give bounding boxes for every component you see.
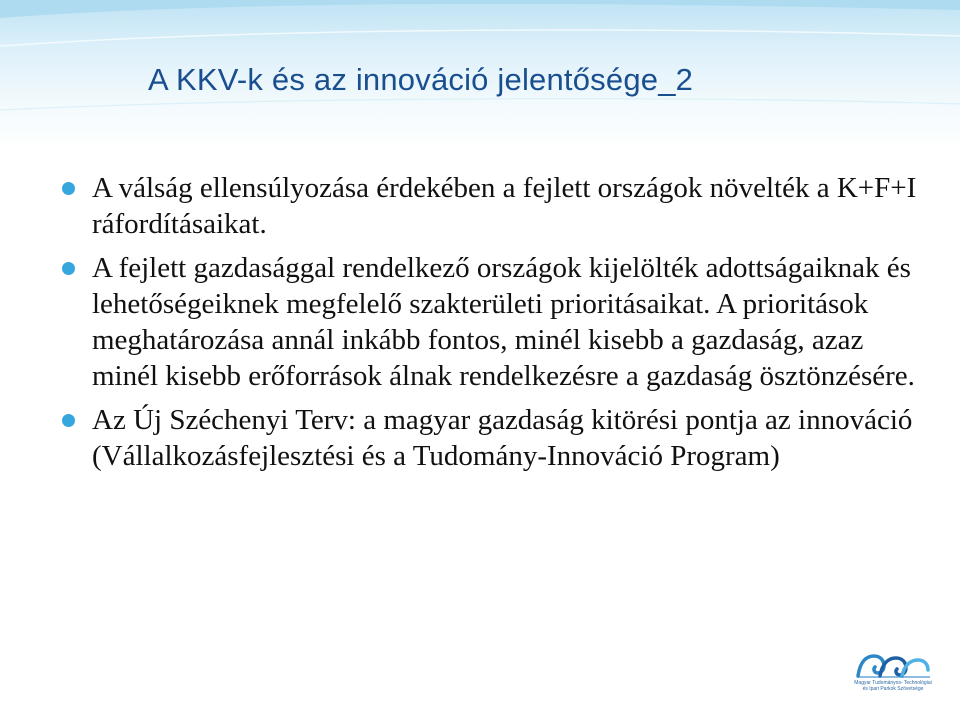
bullet-icon: [62, 414, 75, 427]
bullet-item: [60, 170, 930, 242]
logo-text: [850, 680, 936, 692]
bullet-item: [60, 250, 930, 394]
bullet-icon: [62, 262, 75, 275]
logo-line-1: Magyar Tudományos- Technológiai: [854, 680, 932, 686]
bullet-list: [60, 170, 930, 482]
logo-wave-icon: [850, 642, 936, 682]
bullet-text: A fejlett gazdasággal rendelkező országok kijelölték adottságaiknak és lehetőségeiknek megfelelő szakterületi prioritásaikat. A prioritások meghatározása annál inkább fontos, minél kisebb a gazdaság, azaz minél kisebb erőforrások álnak rendelkezésre a gazdaság ösztönzésére.: [92, 252, 915, 392]
bullet-icon: [62, 182, 75, 195]
bullet-text: Az Új Széchenyi Terv: a magyar gazdaság kitörési pontja az innováció (Vállalkozásfejlesztési és a Tudomány-Innováció Program): [92, 404, 913, 472]
organization-logo: [850, 642, 936, 702]
slide-title: A KKV-k és az innováció jelentősége_2: [148, 62, 694, 97]
logo-line-2: és Ipari Parkok Szövetsége: [862, 686, 924, 692]
bullet-text: A válság ellensúlyozása érdekében a fejlett országok növelték a K+F+I ráfordításaikat.: [92, 172, 917, 240]
bullet-item: [60, 402, 930, 474]
